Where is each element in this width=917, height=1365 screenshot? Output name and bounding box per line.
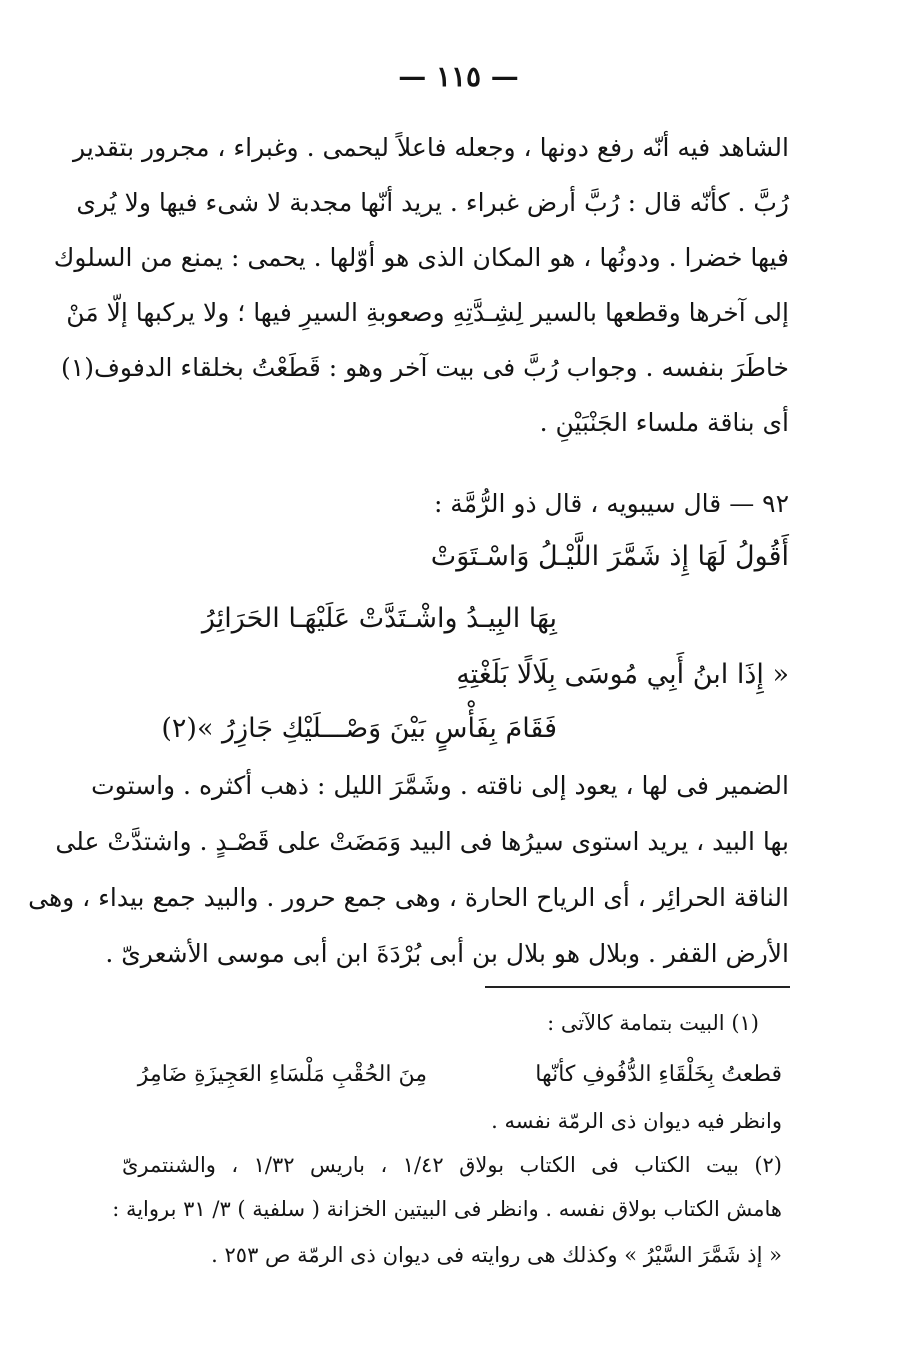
- footnote-2-line: « إذ شَمَّرَ السَّيْرُ » وكذلك هى روايته فى ديوان ذى الرمّة ص ٢٥٣ .: [211, 1243, 782, 1267]
- verse-line: أَقُولُ لَهَا إِذ شَمَّرَ اللَّيْـلُ وَاسْـتَوَتْ: [430, 541, 789, 572]
- text-line: إلى آخرها وقطعها بالسير لِشِـدَّتِهِ وصعوبةِ السيرِ فيها ؛ ولا يركبها إلّا مَنْ: [66, 298, 789, 327]
- text-line: خاطَرَ بنفسه . وجواب رُبَّ فى بيت آخر وهو : قَطَعْتُ بخلقاء الدفوف(١): [61, 353, 789, 382]
- text-line: الضمير فى لها ، يعود إلى ناقته . وشَمَّرَ الليل : ذهب أكثره . واستوت: [91, 771, 789, 800]
- footnote-1-verse-right: قطعتُ بِخَلْقَاءِ الدُّفُوفِ كأنّها: [535, 1062, 782, 1087]
- text-line: الأرض القفر . وبلال هو بلال بن أبى بُرْدَةَ ابن أبى موسى الأشعرىّ .: [105, 939, 789, 968]
- verse-line: بِهَا البِيـدُ واشْـتَدَّتْ عَلَيْهَـا الحَرَائِرُ: [201, 603, 557, 634]
- footnote-2-line: (٢) بيت الكتاب فى الكتاب بولاق ١/٤٢ ، باريس ١/٣٢ ، والشنتمرىّ: [122, 1153, 782, 1177]
- footnote-divider: [485, 986, 790, 988]
- page-number: — ١١٥ —: [398, 60, 519, 93]
- footnote-2-line: هامش الكتاب بولاق نفسه . وانظر فى البيتين الخزانة ( سلفية ) ٣/ ٣١ برواية :: [112, 1197, 782, 1221]
- footnote-1-note: وانظر فيه ديوان ذى الرمّة نفسه .: [491, 1109, 782, 1133]
- text-line: أى بناقة ملساء الجَنْبَيْنِ .: [539, 408, 789, 437]
- footnote-1-label: (١) البيت بتمامة كالآتى :: [547, 1011, 759, 1035]
- text-line: الشاهد فيه أنّه رفع دونها ، وجعله فاعلاً ليحمى . وغبراء ، مجرور بتقدير: [73, 133, 789, 162]
- verse-line: فَقَامَ بِفَأْسٍ بَيْنَ وَصْـــلَيْكِ جَازِرُ »(٢): [161, 713, 557, 744]
- text-line: بها البيد ، يريد استوى سيرُها فى البيد وَمَضَتْ على قَصْـدٍ . واشتدَّتْ على: [55, 827, 789, 856]
- text-line: الناقة الحرائِر ، أى الرياح الحارة ، وهى جمع حرور . والبيد جمع بيداء ، وهى: [28, 883, 789, 912]
- text-line: فيها خضرا . ودونُها ، هو المكان الذى هو أوّلها . يحمى : يمنع من السلوك: [53, 243, 789, 272]
- text-line: رُبَّ . كأنّه قال : رُبَّ أرض غبراء . يريد أنّها مجدبة لا شىء فيها ولا يُرى: [76, 188, 789, 217]
- verse-line: « إِذَا ابنُ أَبِي مُوسَى بِلَالًا بَلَغْتِهِ: [456, 659, 789, 690]
- section-heading: ٩٢ — قال سيبويه ، قال ذو الرُّمَّة :: [433, 489, 789, 518]
- footnote-1-verse-left: مِنَ الحُقْبِ مَلْسَاءِ العَجِيزَةِ ضَامِرُ: [137, 1062, 427, 1087]
